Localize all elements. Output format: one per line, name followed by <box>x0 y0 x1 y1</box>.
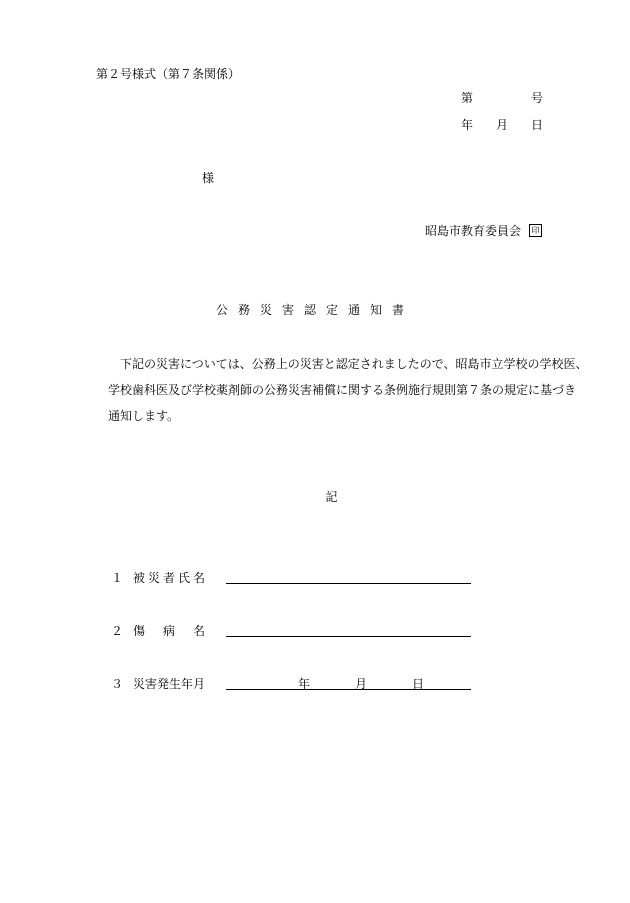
body-line-2: 学校歯科医及び学校薬剤師の公務災害補償に関する条例施行規則第７条の規定に基づき <box>108 383 577 397</box>
field-3-number: ３ <box>111 677 124 691</box>
addressee-suffix: 様 <box>202 171 215 185</box>
field-3-day: 日 <box>412 677 425 691</box>
body-paragraph <box>108 351 593 429</box>
field-1-number: １ <box>111 571 124 585</box>
field-3-month: 月 <box>355 677 368 691</box>
field-2-label-a: 傷 <box>133 624 146 638</box>
field-3-label: 災害発生年月 <box>133 677 206 691</box>
date-day: 日 <box>531 118 544 132</box>
field-2-label-b: 病 <box>163 624 176 638</box>
doc-number-go: 号 <box>531 91 544 105</box>
field-1-underline <box>226 583 471 584</box>
ki-heading: 記 <box>325 490 338 504</box>
field-3-underline <box>226 689 471 690</box>
issuer-name: 昭島市教育委員会 <box>425 224 522 238</box>
body-line-3: 通知します。 <box>108 409 180 423</box>
field-3-year: 年 <box>298 677 311 691</box>
document-title: 公務災害認定通知書 <box>215 303 414 317</box>
date-month: 月 <box>496 118 509 132</box>
form-id: 第２号様式（第７条関係） <box>96 67 241 81</box>
field-2-label-c: 名 <box>193 624 206 638</box>
body-line-1: 下記の災害については、公務上の災害と認定されましたので、昭島市立学校の学校医、 <box>120 357 588 371</box>
seal-stamp: 印 <box>529 224 542 237</box>
field-1-label: 被災者氏名 <box>133 571 209 585</box>
field-2-number: ２ <box>111 624 124 638</box>
field-2-underline <box>226 636 471 637</box>
issuer <box>425 224 542 238</box>
date-year: 年 <box>461 118 474 132</box>
doc-number-dai: 第 <box>461 91 474 105</box>
